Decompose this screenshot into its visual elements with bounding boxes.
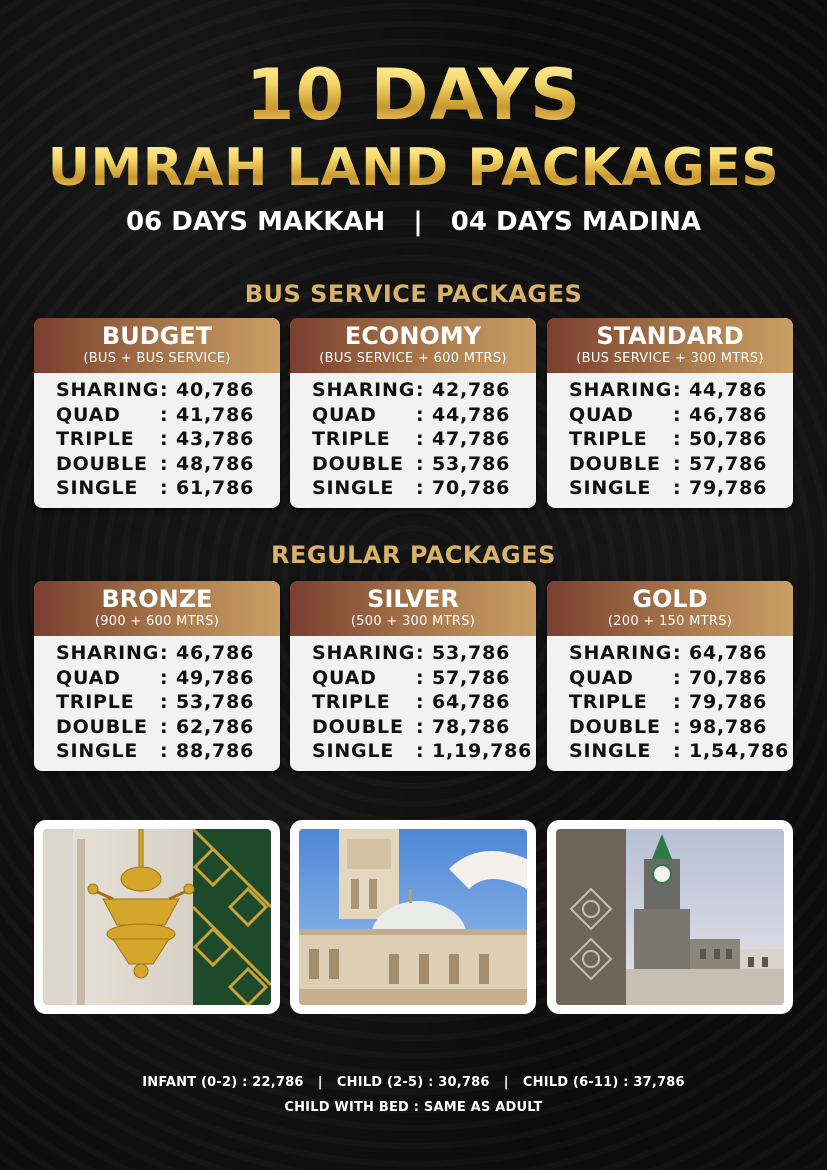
colon-separator: :: [160, 740, 169, 763]
card-header: [547, 318, 793, 373]
chandelier-illustration: [43, 829, 271, 1005]
price: 40,786: [176, 379, 255, 401]
price: 88,786: [176, 740, 255, 763]
room-type: TRIPLE: [569, 691, 648, 714]
room-type: SHARING: [56, 642, 160, 664]
price-row: [56, 715, 280, 740]
price: 43,786: [176, 428, 255, 451]
price-row: [569, 739, 793, 764]
price-row: [312, 403, 536, 428]
mosque-dome-illustration: [299, 829, 527, 1005]
subtitle-separator: |: [413, 207, 423, 237]
room-type: SHARING: [56, 379, 160, 401]
room-type: QUAD: [569, 403, 634, 426]
colon-separator: :: [416, 403, 425, 426]
colon-separator: :: [673, 715, 682, 738]
colon-separator: :: [160, 666, 169, 689]
price: 1,19,786: [432, 740, 533, 763]
room-type: SINGLE: [312, 477, 395, 500]
price-row: [312, 715, 536, 740]
price-row: [56, 739, 280, 764]
room-type: QUAD: [569, 666, 634, 689]
price-list: [290, 373, 536, 501]
price: 42,786: [432, 379, 511, 401]
price-row: [569, 476, 793, 501]
colon-separator: :: [673, 666, 682, 689]
colon-separator: :: [160, 715, 169, 738]
room-type: SINGLE: [569, 740, 652, 763]
price: 62,786: [176, 715, 255, 738]
price: 47,786: [432, 428, 511, 451]
price: 64,786: [689, 642, 768, 664]
package-card-silver: [290, 581, 536, 771]
price-row: [56, 690, 280, 715]
price: 78,786: [432, 715, 511, 738]
package-subtitle: (900 + 600 MTRS): [94, 614, 220, 629]
price-row: [312, 739, 536, 764]
room-type: DOUBLE: [56, 715, 148, 738]
room-type: TRIPLE: [56, 691, 135, 714]
room-type: SHARING: [312, 379, 416, 401]
price-row: [312, 427, 536, 452]
package-name: STANDARD: [596, 322, 744, 350]
price-row: [56, 427, 280, 452]
price: 64,786: [432, 691, 511, 714]
price: 49,786: [176, 666, 255, 689]
price-row: [569, 690, 793, 715]
price: 41,786: [176, 403, 255, 426]
room-type: SINGLE: [312, 740, 395, 763]
package-name: ECONOMY: [344, 322, 482, 350]
price-row: [569, 427, 793, 452]
room-type: TRIPLE: [312, 428, 391, 451]
price: 50,786: [689, 428, 768, 451]
room-type: QUAD: [56, 666, 121, 689]
colon-separator: :: [160, 428, 169, 451]
room-type: DOUBLE: [569, 452, 661, 475]
price: 53,786: [432, 452, 511, 475]
price-row: [56, 378, 280, 403]
room-type: SHARING: [312, 642, 416, 664]
room-type: SINGLE: [56, 740, 139, 763]
colon-separator: :: [673, 477, 682, 500]
colon-separator: :: [416, 740, 425, 763]
price: 48,786: [176, 452, 255, 475]
child-with-bed-note: CHILD WITH BED : SAME AS ADULT: [284, 1100, 543, 1115]
price-row: [312, 641, 536, 666]
photo-chandelier: [34, 820, 280, 1014]
package-subtitle: (BUS SERVICE + 300 MTRS): [576, 351, 764, 366]
madina-days: 04 DAYS MADINA: [450, 207, 701, 237]
room-type: SHARING: [569, 379, 673, 401]
price: 57,786: [689, 452, 768, 475]
colon-separator: :: [160, 477, 169, 500]
room-type: TRIPLE: [56, 428, 135, 451]
room-type: QUAD: [312, 666, 377, 689]
colon-separator: :: [416, 691, 425, 714]
colon-separator: :: [416, 715, 425, 738]
price-row: [56, 641, 280, 666]
room-type: DOUBLE: [312, 452, 404, 475]
room-type: TRIPLE: [312, 691, 391, 714]
regular-section-heading: REGULAR PACKAGES: [271, 541, 556, 569]
price: 98,786: [689, 715, 768, 738]
room-type: QUAD: [312, 403, 377, 426]
colon-separator: :: [673, 379, 682, 401]
price: 61,786: [176, 477, 255, 500]
colon-separator: :: [416, 477, 425, 500]
room-type: DOUBLE: [312, 715, 404, 738]
room-type: SINGLE: [569, 477, 652, 500]
package-name: BUDGET: [101, 322, 213, 350]
price-list: [34, 373, 280, 501]
colon-separator: :: [673, 403, 682, 426]
clock-tower-illustration: [556, 829, 784, 1005]
price-row: [569, 666, 793, 691]
colon-separator: :: [416, 642, 425, 664]
child-pricing-note: INFANT (0-2) : 22,786 | CHILD (2-5) : 30,786 | CHILD (6-11) : 37,786: [142, 1075, 685, 1090]
price-list: [34, 636, 280, 764]
colon-separator: :: [416, 379, 425, 401]
colon-separator: :: [416, 452, 425, 475]
title-days: 10 DAYS: [0, 54, 827, 136]
price: 46,786: [689, 403, 768, 426]
price-row: [569, 452, 793, 477]
price: 44,786: [689, 379, 768, 401]
price: 70,786: [689, 666, 768, 689]
colon-separator: :: [673, 691, 682, 714]
photo-mosque-dome: [290, 820, 536, 1014]
package-subtitle: (BUS SERVICE + 600 MTRS): [319, 351, 507, 366]
price: 1,54,786: [689, 740, 790, 763]
price-row: [56, 476, 280, 501]
price-list: [547, 636, 793, 764]
price: 46,786: [176, 642, 255, 664]
price-row: [312, 378, 536, 403]
colon-separator: :: [160, 403, 169, 426]
room-type: DOUBLE: [56, 452, 148, 475]
package-card-budget: [34, 318, 280, 508]
colon-separator: :: [673, 740, 682, 763]
title-package-name: UMRAH LAND PACKAGES: [0, 138, 827, 198]
price: 44,786: [432, 403, 511, 426]
package-card-standard: [547, 318, 793, 508]
package-card-economy: [290, 318, 536, 508]
room-type: SINGLE: [56, 477, 139, 500]
room-type: SHARING: [569, 642, 673, 664]
package-card-bronze: [34, 581, 280, 771]
package-name: SILVER: [367, 585, 459, 613]
makkah-days: 06 DAYS MAKKAH: [126, 207, 386, 237]
colon-separator: :: [673, 428, 682, 451]
card-header: [290, 318, 536, 373]
price: 70,786: [432, 477, 511, 500]
room-type: TRIPLE: [569, 428, 648, 451]
package-card-gold: [547, 581, 793, 771]
colon-separator: :: [160, 379, 169, 401]
price-row: [56, 666, 280, 691]
colon-separator: :: [160, 452, 169, 475]
room-type: DOUBLE: [569, 715, 661, 738]
price: 57,786: [432, 666, 511, 689]
card-header: [547, 581, 793, 636]
price-row: [312, 452, 536, 477]
price-row: [569, 403, 793, 428]
package-subtitle: (200 + 150 MTRS): [607, 614, 733, 629]
colon-separator: :: [673, 452, 682, 475]
colon-separator: :: [673, 642, 682, 664]
card-header: [34, 581, 280, 636]
photo-clock-tower: [547, 820, 793, 1014]
colon-separator: :: [416, 666, 425, 689]
price: 53,786: [432, 642, 511, 664]
colon-separator: :: [416, 428, 425, 451]
price-row: [569, 378, 793, 403]
price-row: [312, 476, 536, 501]
card-header: [34, 318, 280, 373]
package-subtitle: (500 + 300 MTRS): [350, 614, 476, 629]
price: 53,786: [176, 691, 255, 714]
price-list: [547, 373, 793, 501]
price-row: [312, 666, 536, 691]
price-list: [290, 636, 536, 764]
room-type: QUAD: [56, 403, 121, 426]
card-header: [290, 581, 536, 636]
price-row: [56, 403, 280, 428]
price: 79,786: [689, 477, 768, 500]
colon-separator: :: [160, 642, 169, 664]
package-name: BRONZE: [101, 585, 213, 613]
price-row: [312, 690, 536, 715]
price-row: [569, 715, 793, 740]
duration-subtitle: [0, 205, 827, 239]
price: 79,786: [689, 691, 768, 714]
package-name: GOLD: [632, 585, 708, 613]
price-row: [56, 452, 280, 477]
package-subtitle: (BUS + BUS SERVICE): [83, 351, 231, 366]
colon-separator: :: [160, 691, 169, 714]
bus-section-heading: BUS SERVICE PACKAGES: [244, 280, 583, 308]
price-row: [569, 641, 793, 666]
